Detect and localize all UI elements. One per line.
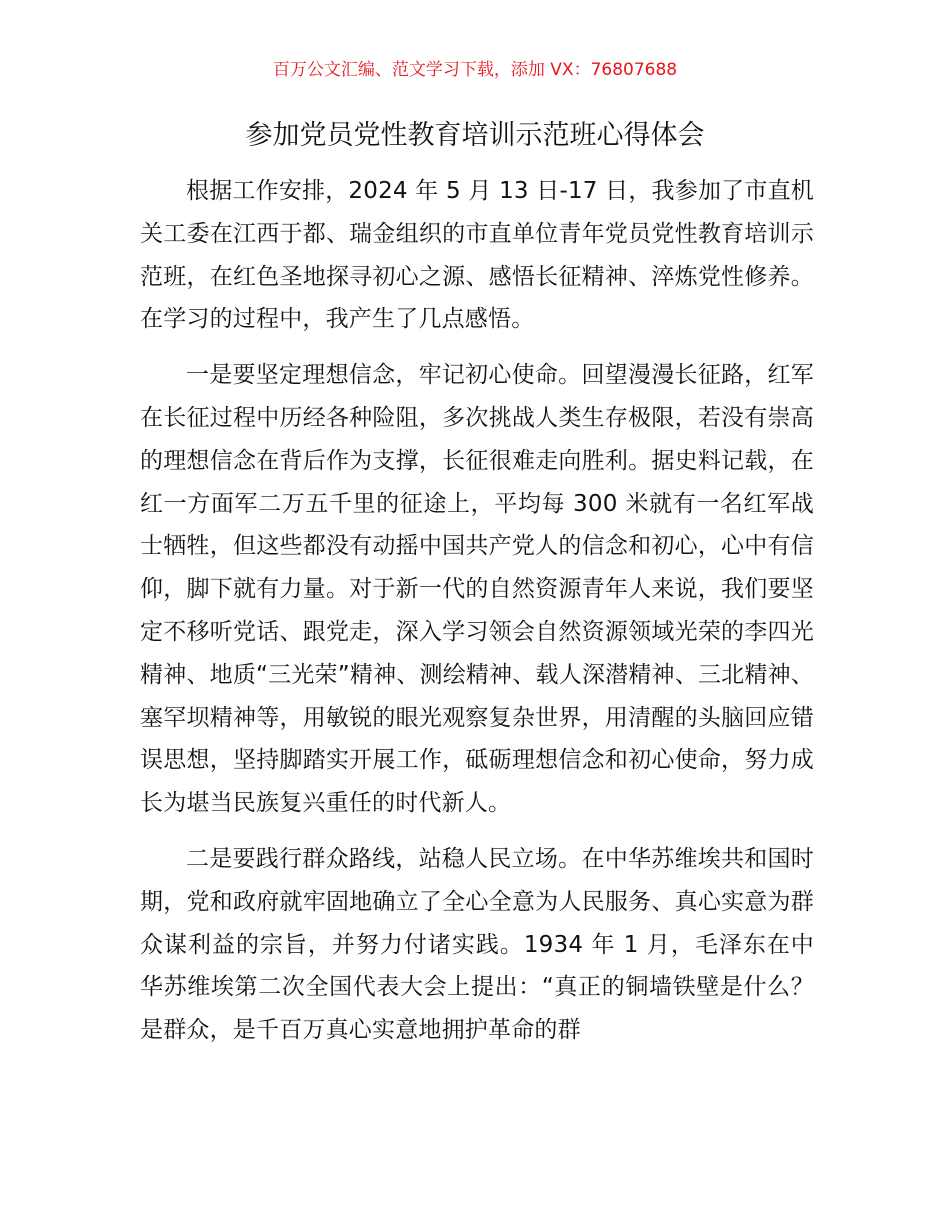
paragraph-point-one: 一是要坚定理想信念，牢记初心使命。回望漫漫长征路，红军在长征过程中历经各种险阻，多次挑战人类生存极限，若没有崇高的理想信念在背后作为支撑，长征很难走向胜利。据史料记载，在红一方面军二万五千里的征途上，平均每 300 米就有一名红军战士牺牲，但这些都没有动摇中国共产党人的信念和初心，心中有信仰，脚下就有力量。对于新一代的自然资源青年人来说，我们要坚定不移听党话、跟党走，深入学习领会自然资源领域光荣的李四光精神、地质“三光荣”精神、测绘精神、载人深潜精神、三北精神、塞罕坝精神等，用敏锐的眼光观察复杂世界，用清醒的头脑回应错误思想，坚持脚踏实开展工作，砥砺理想信念和初心使命，努力成长为堪当民族复兴重任的时代新人。 [140, 362, 814, 817]
document-body [140, 170, 814, 1065]
paragraph-point-two: 二是要践行群众路线，站稳人民立场。在中华苏维埃共和国时期，党和政府就牢固地确立了全心全意为人民服务、真心实意为群众谋利益的宗旨，并努力付诸实践。1934 年 1 月，毛泽东在中华苏维埃第二次全国代表大会上提出：“真正的铜墙铁壁是什么？是群众，是千百万真心实意地拥护革命的群 [140, 845, 814, 1044]
watermark-banner: 百万公文汇编、范文学习下载，添加 VX：76807688 [272, 60, 678, 80]
page-title: 参加党员党性教育培训示范班心得体会 [245, 120, 705, 151]
paragraph-intro: 根据工作安排，2024 年 5 月 13 日-17 日，我参加了市直机关工委在江西于都、瑞金组织的市直单位青年党员党性教育培训示范班，在红色圣地探寻初心之源、感悟长征精神、淬炼党性修养。在学习的过程中，我产生了几点感悟。 [140, 178, 814, 333]
